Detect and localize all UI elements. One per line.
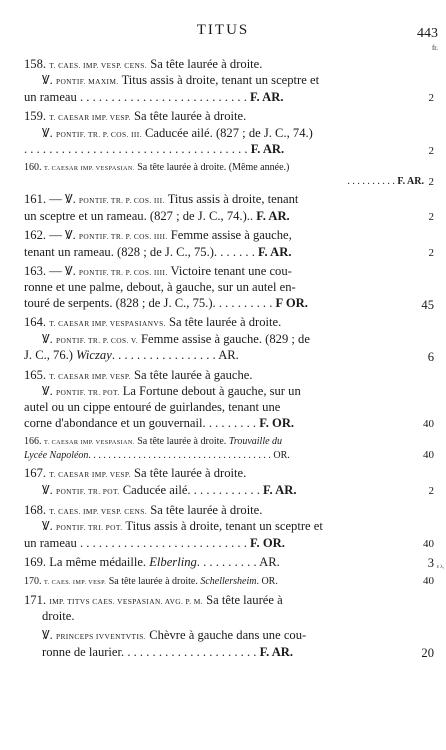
value-169: 3 bbox=[427, 556, 434, 571]
running-title: TITUS bbox=[196, 22, 250, 38]
value-158: 2 bbox=[428, 92, 434, 105]
value-167: 2 bbox=[428, 484, 434, 497]
entry-170: 170. T. CAES. IMP. VESP. Sa tête laurée à droite. Schellersheim. OR. 40 bbox=[24, 574, 434, 587]
value-165: 40 bbox=[423, 417, 434, 430]
entry-164-reverse: Ꝟ. PONTIF. TR. P. COS. V. Femme assise à gauche. (829 ; de J. C., 76.) Wiczay. . . . . . . . . . . . . . . . . AR. 6 bbox=[24, 331, 434, 364]
entry-158-obverse: 158. T. CAES. IMP. VESP. CENS. Sa tête laurée à droite. bbox=[24, 57, 263, 71]
entry-159-reverse: Ꝟ. PONTIF. TR. P. COS. III. Caducée ailé. (827 ; de J. C., 74.) . . . . . . . . . . . . . . . . . . . . . . . . . . . . . . . . . . . . F. AR. 2 bbox=[24, 125, 434, 157]
value-171: 20 bbox=[421, 646, 434, 661]
entry-171-obverse: 171. IMP. TITVS CAES. VESPASIAN. AVG. P. M. Sa tête laurée à droite. bbox=[24, 592, 283, 623]
value-159: 2 bbox=[428, 144, 434, 157]
catalogue-body bbox=[24, 57, 434, 661]
value-168: 40 bbox=[423, 538, 434, 551]
entry-164-obverse: 164. T. CAESAR IMP. VESPASIANVS. Sa tête laurée à droite. bbox=[24, 315, 282, 330]
value-170: 40 bbox=[423, 574, 434, 587]
value-164: 6 bbox=[427, 349, 434, 364]
value-162: 2 bbox=[428, 247, 434, 260]
page-number: 443 bbox=[417, 26, 438, 41]
entry-163: 163. — Ꝟ. PONTIF. TR. P. COS. IIII. Victoire tenant une cou- ronne et une palme, debout, à gauche, sur un autel en- touré de serpents. (828 ; de J. C., 75.). . . . . . . . . . F OR. 45 bbox=[24, 264, 434, 313]
entry-165-reverse: Ꝟ. PONTIF. TR. POT. La Fortune debout à gauche, sur un autel ou un cippe entouré de guirlandes, tenant une corne d'abondance et un gouvernail. . . . . . . . . F. OR. 40 bbox=[24, 383, 434, 430]
value-166: 40 bbox=[423, 449, 434, 462]
entry-165-obverse: 165. T. CAESAR IMP. VESP. Sa tête laurée à gauche. bbox=[24, 367, 253, 382]
entry-167-reverse: Ꝟ. PONTIF. TR. POT. Caducée ailé. . . . . . . . . . . . F. AR. 2 bbox=[42, 482, 434, 497]
column-label: fr. bbox=[431, 44, 438, 52]
value-161: 2 bbox=[428, 211, 434, 224]
value-160: 2 bbox=[428, 176, 434, 189]
entry-162: 162. — Ꝟ. PONTIF. TR. P. COS. IIII. Femme assise à gauche, tenant un rameau. (828 ; de J. C., 75.). . . . . . . F. AR. 2 bbox=[24, 228, 434, 260]
entry-159-obverse: 159. T. CAESAR IMP. VESP. Sa tête laurée à droite. bbox=[24, 109, 247, 124]
value-163: 45 bbox=[421, 298, 434, 313]
entry-168-reverse: Ꝟ. PONTIF. TRI. POT. Titus assis à droite, tenant un sceptre et un rameau . . . . . . . . . . . . . . . . . . . . . . . . . . . F. OR. 40 bbox=[24, 519, 434, 551]
entry-171-reverse: Ꝟ. PRINCEPS IVVENTVTIS. Chèvre à gauche dans une cou- ronne de laurier. . . . . . . . . . . . . . . . . . . . . . F. AR. 20 bbox=[42, 628, 434, 661]
entry-167-obverse: 167. T. CAESAR IMP. VESP. Sa tête laurée à droite. bbox=[24, 466, 247, 481]
entry-160: 160. T. CAESAR IMP. VESPASIAN. Sa tête laurée à droite. (Même année.) . . . . . . . . . . F. AR. 2 bbox=[24, 162, 434, 189]
entry-168-obverse: 168. T. CAES. IMP. VESP. CENS. Sa tête laurée à droite. bbox=[24, 502, 263, 517]
entry-158-reverse: Ꝟ. PONTIF. MAXIM. Titus assis à droite, tenant un sceptre et un rameau . . . . . . . . . . . . . . . . . . . . . . . . . . . F. AR. 2 bbox=[24, 73, 434, 105]
margin-mark: ʋ λ, bbox=[436, 565, 444, 570]
entry-169: 169. La même médaille. Elberling. . . . . . . . . . AR. 3 bbox=[24, 555, 434, 571]
entry-166: 166. T. CAESAR IMP. VESPASIAN. Sa tête laurée à droite. Trouvaille du Lycée Napoléon. . . . . . . . . . . . . . . . . . . . . . . . . . . . . . . . . . . . . OR. 40 bbox=[24, 436, 434, 462]
entry-161: 161. — Ꝟ. PONTIF. TR. P. COS. III. Titus assis à droite, tenant un sceptre et un rameau. (827 ; de J. C., 74.).. F. AR. 2 bbox=[24, 192, 434, 224]
